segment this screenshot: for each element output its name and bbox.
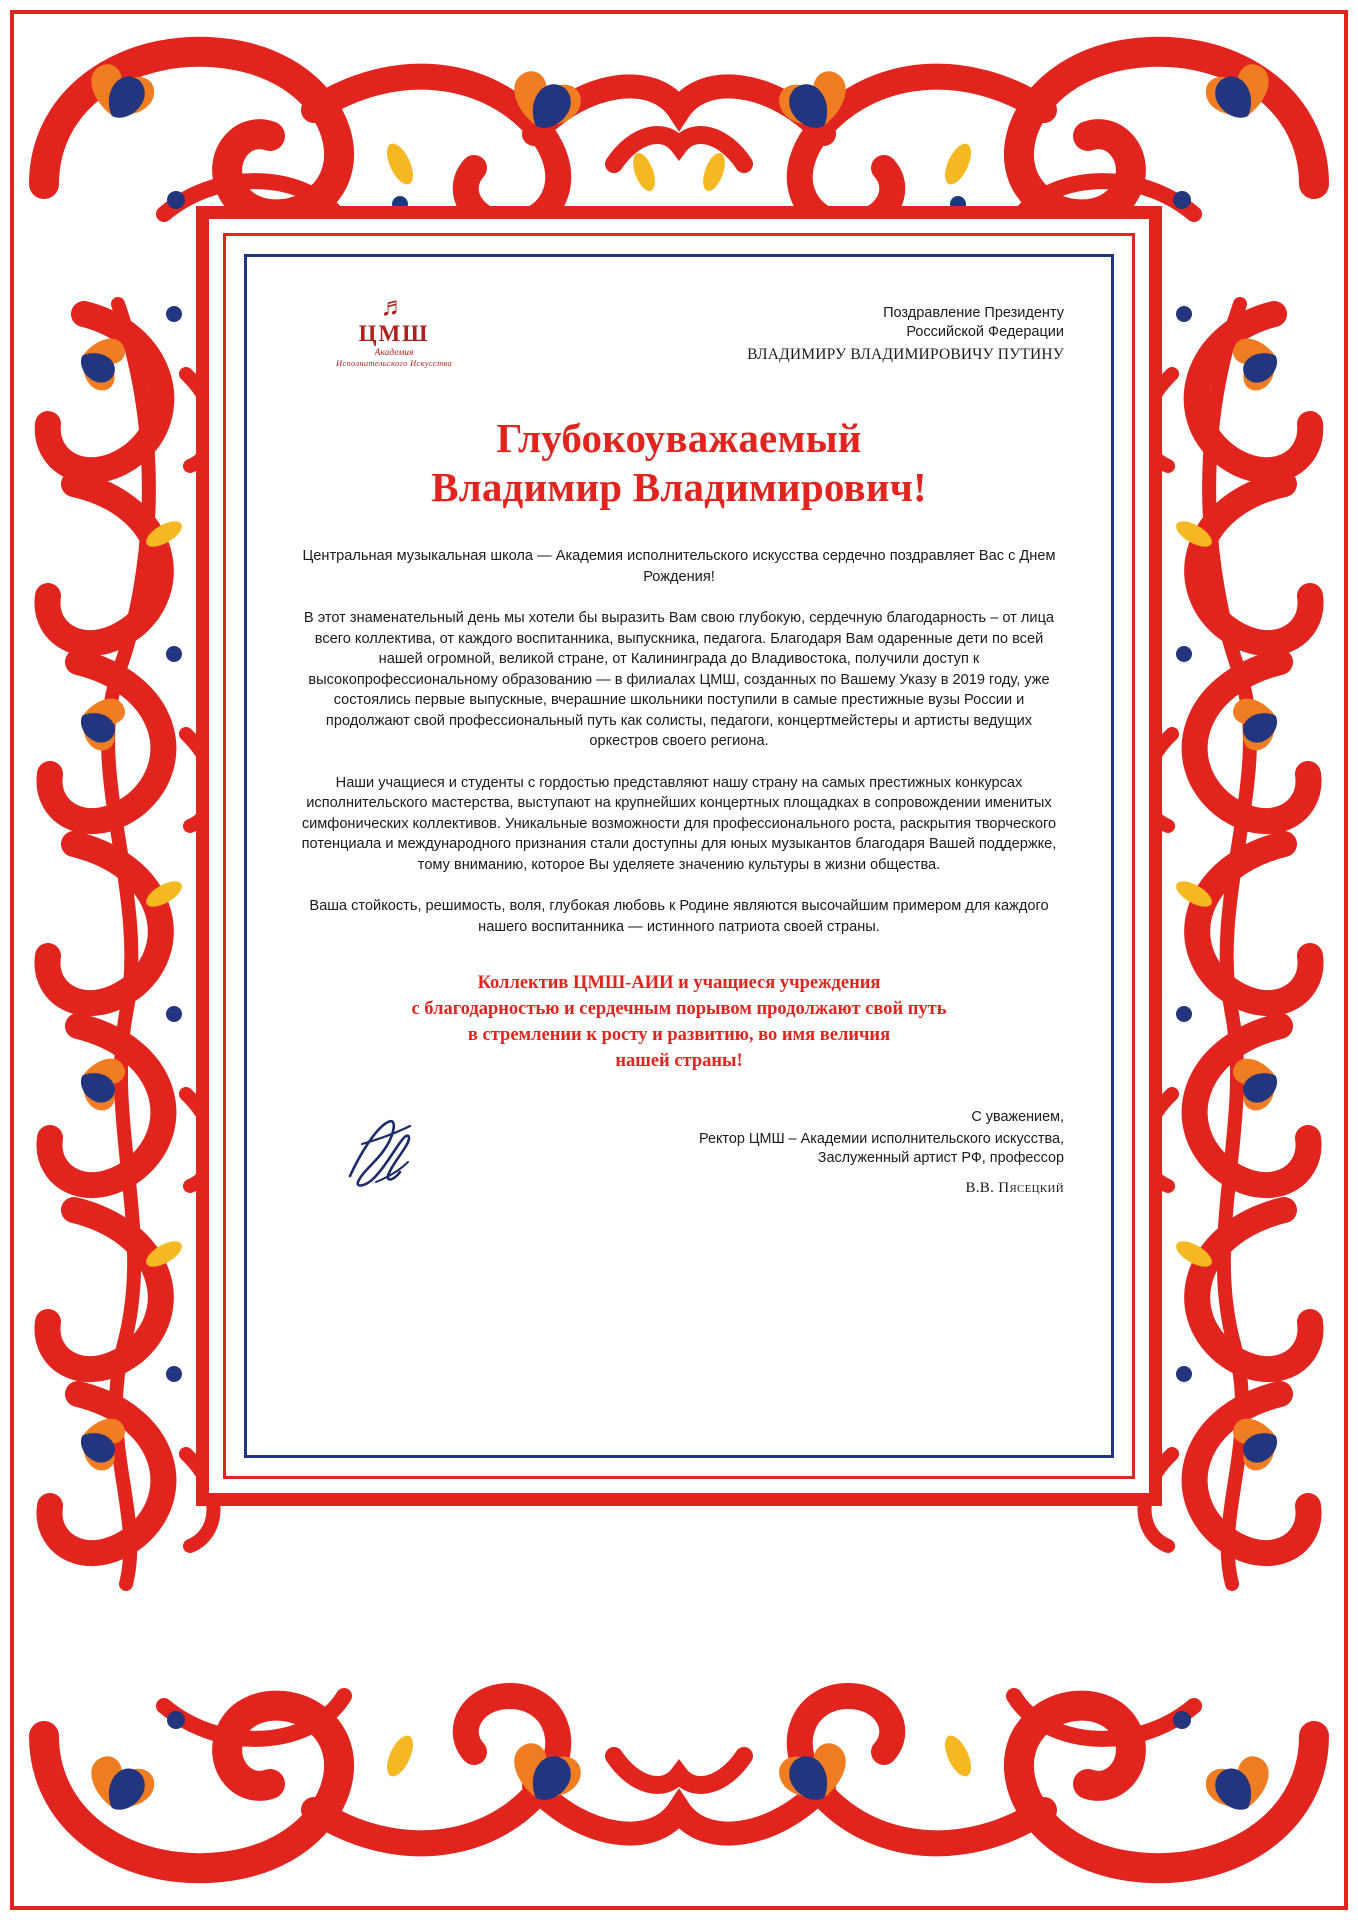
addressee-block bbox=[714, 290, 1064, 364]
signer-title-2: Заслуженный артист РФ, профессор bbox=[817, 1150, 1064, 1166]
body-paragraph-3: Ваша стойкость, решимость, воля, глубокая любовь к Родине являются высочайшим примером для каждого нашего воспитанника — истинного патриота своей страны. bbox=[309, 898, 1049, 935]
header-line-1: Поздравление Президенту bbox=[883, 305, 1064, 321]
body-paragraph-2: Наши учащиеся и студенты с гордостью представляют нашу страну на самых престижных конкурсах исполнительского мастерства, выступают на крупнейших концертных площадках в сопровождении именитых симфонических коллективов. Уникальные возможности для профессионального роста, раскрытия творческого потенциала и международного признания стали доступны для юных музыкантов благодаря Вашей поддержке, тому вниманию, которое Вы уделяете значению культуры в жизни общества. bbox=[301, 774, 1057, 873]
closing-highlight bbox=[294, 970, 1064, 1074]
lyre-icon bbox=[294, 294, 494, 347]
closing-line-3: в стремлении к росту и развитию, во имя величия bbox=[467, 1025, 891, 1045]
closing-line-4: нашей страны! bbox=[615, 1051, 743, 1071]
letter-header bbox=[294, 290, 1064, 368]
salutation-line-1: Глубокоуважаемый bbox=[496, 415, 862, 461]
salutation bbox=[294, 414, 1064, 512]
signer-name: В.В. Пясецкий bbox=[965, 1179, 1064, 1196]
intro-paragraph: Центральная музыкальная школа — Академия исполнительского искусства сердечно поздравляет Вас с Днем Рождения! bbox=[302, 548, 1056, 585]
logo-subtitle-1: Академия bbox=[374, 348, 414, 358]
signature-text bbox=[502, 1108, 1064, 1198]
letter-body bbox=[252, 262, 1106, 1450]
addressee-name: ВЛАДИМИРУ ВЛАДИМИРОВИЧУ ПУТИНУ bbox=[747, 346, 1064, 363]
handwritten-signature bbox=[294, 1108, 502, 1197]
header-line-2: Российской Федерации bbox=[906, 324, 1064, 340]
closing-line-2: с благодарностью и сердечным порывом продолжают свой путь bbox=[411, 999, 947, 1019]
signer-title-1: Ректор ЦМШ – Академии исполнительского искусства, bbox=[699, 1130, 1064, 1147]
logo-abbreviation: ЦМШ bbox=[358, 321, 430, 346]
salutation-line-2: Владимир Владимирович! bbox=[431, 464, 927, 510]
lyre-glyph: ♬ bbox=[380, 292, 408, 321]
school-logo bbox=[294, 290, 494, 368]
regards-line: С уважением, bbox=[971, 1109, 1064, 1125]
closing-line-1: Коллектив ЦМШ-АИИ и учащиеся учреждения bbox=[477, 973, 881, 993]
logo-subtitle-2: Исполнительского Искусства bbox=[335, 358, 453, 368]
body-paragraph-1: В этот знаменательный день мы хотели бы выразить Вам свою глубокую, сердечную благодарность – от лица всего коллектива, от каждого воспитанника, выпускника, педагога. Благодаря Вам одаренные дети по всей нашей огромной, великой стране, от Калининграда до Владивостока, получили доступ к высокопрофессиональному образованию — в филиалах ЦМШ, созданных по Вашему Указу в 2019 году, уже состоялись первые выпускные, вчерашние школьники поступили в самые престижные вузы России и продолжают свой профессиональный путь как солисты, педагоги, концертмейстеры и артисты ведущих оркестров своего региона. bbox=[303, 610, 1055, 749]
signature-block bbox=[294, 1108, 1064, 1198]
